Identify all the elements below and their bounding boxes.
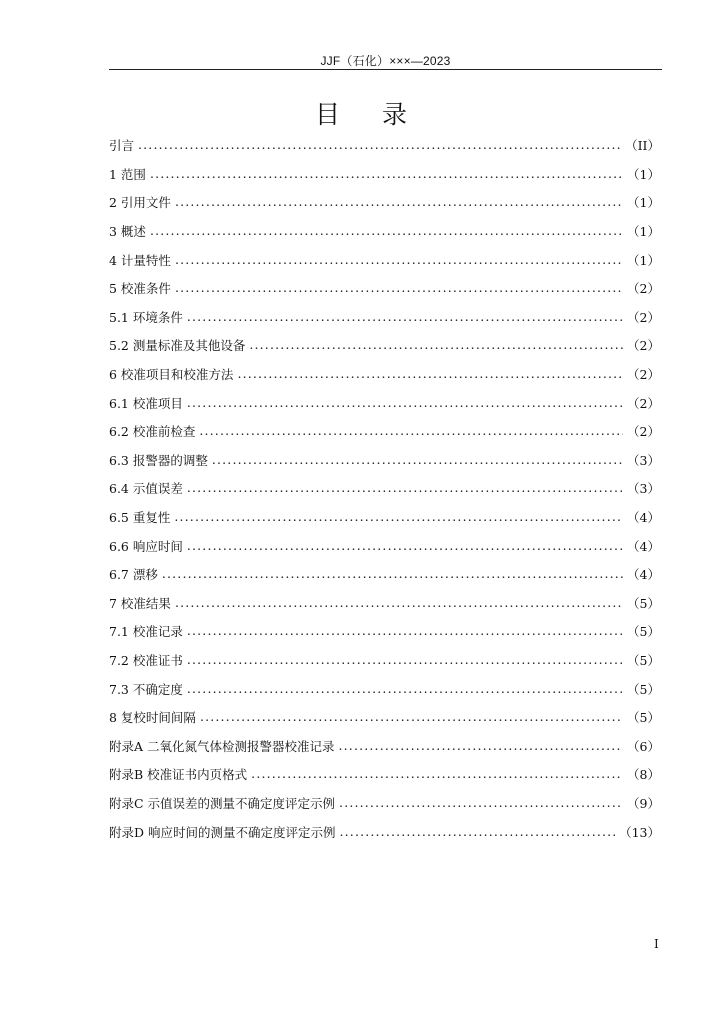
toc-leader-dots <box>150 224 623 238</box>
toc-entry-page: （9） <box>627 795 660 811</box>
title-char-right: 录 <box>382 100 410 129</box>
toc-entry[interactable] <box>109 160 660 189</box>
toc-entry-page: （2） <box>627 424 660 440</box>
toc-leader-dots <box>237 367 623 381</box>
toc-entry-page: （4） <box>627 538 660 554</box>
toc-entry-title: 2 引用文件 <box>109 195 171 211</box>
page-number: I <box>654 937 659 951</box>
toc-entry-page: （4） <box>627 567 660 583</box>
toc-entry-title: 5.2 测量标准及其他设备 <box>109 338 246 354</box>
toc-entry[interactable] <box>109 446 660 475</box>
toc-entry[interactable] <box>109 617 660 646</box>
toc-leader-dots <box>138 138 621 152</box>
toc-entry-title: 6.1 校准项目 <box>109 395 183 411</box>
toc-leader-dots <box>249 338 623 352</box>
toc-entry-page: （5） <box>627 595 660 611</box>
toc-entry[interactable] <box>109 131 660 160</box>
toc-leader-dots <box>175 281 623 295</box>
table-of-contents <box>109 131 660 846</box>
toc-entry-page: （1） <box>627 252 660 268</box>
toc-entry-page: （2） <box>627 338 660 354</box>
title-char-left: 目 <box>314 100 342 129</box>
toc-entry[interactable] <box>109 560 660 589</box>
toc-entry-title: 附录A 二氧化氮气体检测报警器校准记录 <box>109 738 335 754</box>
toc-entry-page: （1） <box>627 166 660 182</box>
toc-entry[interactable] <box>109 531 660 560</box>
toc-entry-page: （1） <box>627 195 660 211</box>
toc-leader-dots <box>187 310 623 324</box>
toc-entry[interactable] <box>109 274 660 303</box>
toc-entry[interactable] <box>109 646 660 675</box>
toc-entry[interactable] <box>109 817 660 846</box>
toc-leader-dots <box>187 396 623 410</box>
toc-leader-dots <box>187 653 623 667</box>
toc-leader-dots <box>187 539 623 553</box>
toc-entry-title: 附录C 示值误差的测量不确定度评定示例 <box>109 795 336 811</box>
toc-entry-page: （5） <box>627 681 660 697</box>
header-rule <box>109 69 662 70</box>
toc-entry-title: 5 校准条件 <box>109 281 171 297</box>
toc-entry-page: （3） <box>627 452 660 468</box>
toc-leader-dots <box>175 596 623 610</box>
toc-leader-dots <box>212 453 623 467</box>
toc-leader-dots <box>340 825 616 839</box>
toc-entry[interactable] <box>109 360 660 389</box>
toc-entry-page: （5） <box>627 710 660 726</box>
toc-leader-dots <box>175 195 623 209</box>
toc-entry-page: （1） <box>627 224 660 240</box>
toc-entry-page: （4） <box>627 510 660 526</box>
page-title <box>0 95 724 131</box>
toc-leader-dots <box>339 796 623 810</box>
toc-entry-title: 6.4 示值误差 <box>109 481 183 497</box>
toc-entry[interactable] <box>109 331 660 360</box>
toc-entry[interactable] <box>109 417 660 446</box>
toc-entry-title: 附录D 响应时间的测量不确定度评定示例 <box>109 824 336 840</box>
toc-entry-title: 1 范围 <box>109 166 146 182</box>
toc-entry-title: 6.3 报警器的调整 <box>109 452 208 468</box>
toc-entry-page: （13） <box>619 824 660 840</box>
toc-entry-page: （5） <box>627 652 660 668</box>
toc-entry[interactable] <box>109 760 660 789</box>
toc-leader-dots <box>187 481 623 495</box>
toc-entry-title: 8 复校时间间隔 <box>109 710 196 726</box>
toc-leader-dots <box>251 767 623 781</box>
toc-entry[interactable] <box>109 217 660 246</box>
toc-entry-title: 6.6 响应时间 <box>109 538 183 554</box>
toc-entry-page: （5） <box>627 624 660 640</box>
toc-leader-dots <box>150 167 623 181</box>
toc-entry-page: （6） <box>627 738 660 754</box>
toc-entry-title: 7.3 不确定度 <box>109 681 183 697</box>
toc-entry-page: （2） <box>627 281 660 297</box>
toc-entry[interactable] <box>109 188 660 217</box>
toc-entry-title: 7.1 校准记录 <box>109 624 183 640</box>
toc-entry[interactable] <box>109 703 660 732</box>
toc-leader-dots <box>339 739 624 753</box>
toc-entry-page: （8） <box>627 767 660 783</box>
toc-entry[interactable] <box>109 388 660 417</box>
toc-entry-title: 5.1 环境条件 <box>109 309 183 325</box>
toc-leader-dots <box>175 253 623 267</box>
toc-leader-dots <box>199 424 623 438</box>
toc-entry-title: 附录B 校准证书内页格式 <box>109 767 248 783</box>
toc-entry[interactable] <box>109 789 660 818</box>
toc-entry-title: 4 计量特性 <box>109 252 171 268</box>
toc-entry-title: 6.5 重复性 <box>109 510 171 526</box>
toc-entry[interactable] <box>109 731 660 760</box>
toc-entry[interactable] <box>109 503 660 532</box>
toc-entry-page: （2） <box>627 367 660 383</box>
running-header: JJF（石化）×××—2023 <box>320 54 451 68</box>
toc-entry-page: （II） <box>625 138 660 154</box>
toc-entry-title: 6 校准项目和校准方法 <box>109 367 234 383</box>
toc-entry-title: 7.2 校准证书 <box>109 652 183 668</box>
toc-entry[interactable] <box>109 303 660 332</box>
toc-entry-title: 6.7 漂移 <box>109 567 158 583</box>
toc-entry-page: （2） <box>627 309 660 325</box>
toc-entry[interactable] <box>109 474 660 503</box>
toc-leader-dots <box>200 710 623 724</box>
toc-entry-page: （3） <box>627 481 660 497</box>
toc-entry-title: 引言 <box>109 138 135 154</box>
toc-entry[interactable] <box>109 245 660 274</box>
toc-entry-title: 6.2 校准前检查 <box>109 424 196 440</box>
toc-leader-dots <box>162 567 623 581</box>
toc-leader-dots <box>187 682 623 696</box>
toc-entry-page: （2） <box>627 395 660 411</box>
toc-leader-dots <box>174 510 623 524</box>
toc-leader-dots <box>187 624 623 638</box>
toc-entry-title: 7 校准结果 <box>109 595 171 611</box>
toc-entry[interactable] <box>109 674 660 703</box>
toc-entry[interactable] <box>109 589 660 618</box>
toc-entry-title: 3 概述 <box>109 224 146 240</box>
